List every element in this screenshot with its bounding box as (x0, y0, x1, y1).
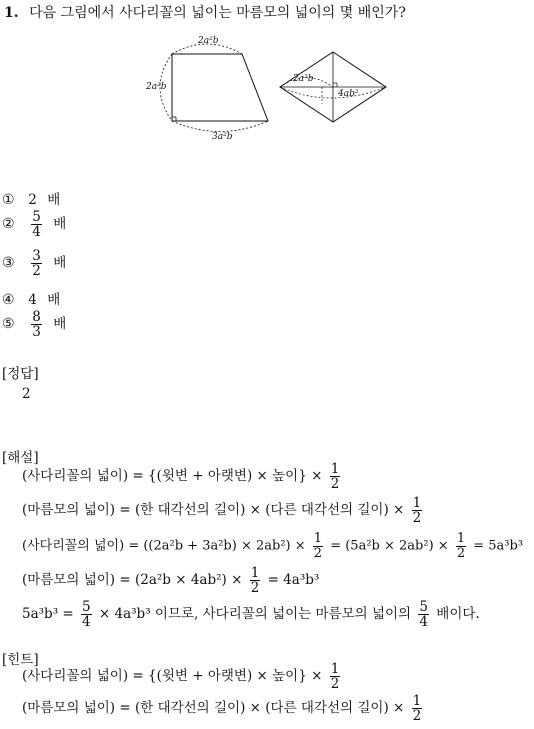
option-5[interactable]: ⑤ $\frac{8}{3}$ 배 (2, 309, 67, 341)
explanation-line-4: (마름모의 넓이) = (2a²b × 4ab²) × $\frac{1}{2}$ = 4a³b³ (22, 565, 320, 597)
question-number: 1. (4, 5, 19, 21)
explanation-line-2: (마름모의 넓이) = (한 대각선의 길이) × (다른 대각선의 길이) × $\frac{1}{2}$ (22, 495, 422, 527)
question-text: 다음 그림에서 사다리꼴의 넓이는 마름모의 넓이의 몇 배인가? (29, 5, 406, 21)
explanation-line-3: (사다리꼴의 넓이) = ((2a²b + 3a²b) × 2ab²) × $\frac{1}{2}$ = (5a²b × 2ab²) × $\frac{1}{2}$ = 5a³b³ (22, 531, 524, 561)
rhombus-label-2: 4ab² (338, 89, 359, 99)
option-1[interactable]: ① 2 배 (2, 192, 61, 208)
rhombus-label-1: 2a²b (293, 74, 314, 84)
answer-value: 2 (22, 386, 31, 402)
option-5-fraction: $\frac{8}{3}$ (32, 309, 41, 341)
trap-height-label: 2a²b (146, 82, 167, 92)
hint-line-2: (마름모의 넓이) = (한 대각선의 길이) × (다른 대각선의 길이) × $\frac{1}{2}$ (22, 693, 422, 725)
hint-line-1: (사다리꼴의 넓이) = {(윗변 + 아랫변) × 높이} × $\frac{1}{2}$ (22, 661, 340, 693)
figure-drawing (140, 34, 400, 146)
trap-bottom-label: 3a²b (212, 132, 233, 142)
option-3-fraction: $\frac{3}{2}$ (32, 248, 41, 280)
explanation-line-1: (사다리꼴의 넓이) = {(윗변 + 아랫변) × 높이} × $\frac{1}{2}$ (22, 461, 340, 493)
option-2[interactable]: ② $\frac{5}{4}$ 배 (2, 209, 67, 241)
option-3[interactable]: ③ $\frac{3}{2}$ 배 (2, 248, 67, 280)
question (4, 2, 406, 22)
trap-top-label: 2a²b (198, 36, 219, 46)
explanation-label: [해설] (2, 450, 39, 466)
option-4[interactable]: ④ 4 배 (2, 292, 61, 308)
explanation-line-5: 5a³b³ = $\frac{5}{4}$ × 4a³b³ 이므로, 사다리꼴의 넓이는 마름모의 넓이의 $\frac{5}{4}$ 배이다. (22, 599, 480, 631)
option-2-fraction: $\frac{5}{4}$ (32, 209, 41, 241)
answer-label: [정답] (2, 366, 39, 382)
figure (140, 34, 400, 146)
hint-label: [힌트] (2, 652, 39, 668)
trapezoid-shape (172, 54, 268, 121)
